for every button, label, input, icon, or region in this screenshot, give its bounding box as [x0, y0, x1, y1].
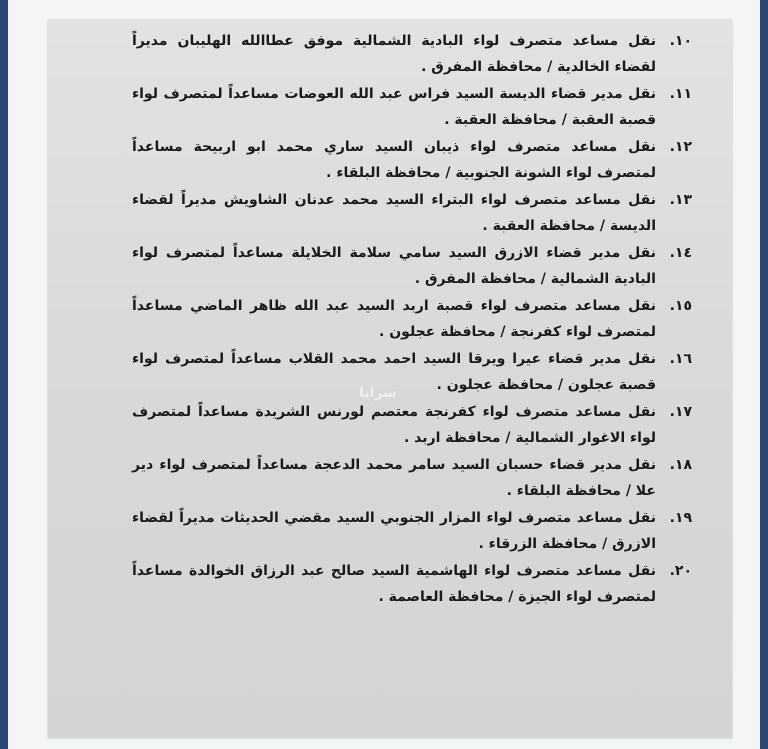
item-number: ١٦.: [669, 351, 692, 367]
item-number: ١٠.: [669, 33, 692, 49]
list-item: [132, 293, 692, 345]
list-item: [132, 346, 692, 398]
item-number: ١٩.: [669, 510, 692, 526]
list-item: [132, 134, 692, 186]
item-number: ٢٠.: [669, 563, 692, 579]
item-text: نقل مدير قضاء الازرق السيد سامي سلامة الخلايلة مساعداً لمتصرف لواء البادية الشمالية / محافظة المفرق .: [132, 245, 656, 287]
list-item: [132, 81, 692, 133]
list-item: [132, 558, 692, 610]
list-item: [132, 505, 692, 557]
item-text: نقل مساعد متصرف لواء قصبة اربد السيد عبد الله ظاهر الماضي مساعداً لمتصرف لواء كفرنجة / محافظة عجلون .: [132, 298, 656, 340]
item-number: ١٧.: [669, 404, 692, 420]
list-item: [132, 399, 692, 451]
item-text: نقل مدير قضاء الديسة السيد فراس عبد الله العوضات مساعداً لمتصرف لواء قصبة العقبة / محافظة العقبة .: [132, 86, 656, 128]
list-item: [132, 240, 692, 292]
item-number: ١٤.: [669, 245, 692, 261]
watermark-logo: سرايا: [359, 385, 397, 401]
item-number: ١٥.: [669, 298, 692, 314]
list-item: [132, 452, 692, 504]
item-text: نقل مدير قضاء عيرا ويرقا السيد احمد محمد القلاب مساعداً لمتصرف لواء قصبة عجلون / محافظة عجلون .: [132, 351, 656, 393]
item-text: نقل مدير قضاء حسبان السيد سامر محمد الدعجة مساعداً لمتصرف لواء دير علا / محافظة البلقاء .: [132, 457, 656, 499]
list-item: [132, 187, 692, 239]
item-number: ١٢.: [669, 139, 692, 155]
item-text: نقل مساعد متصرف لواء كفرنجة معتصم لورنس الشريدة مساعداً لمتصرف لواء الاغوار الشمالية / محافظة اربد .: [132, 404, 656, 446]
item-number: ١٨.: [669, 457, 692, 473]
item-text: نقل مساعد متصرف لواء ذيبان السيد ساري محمد ابو اربيحة مساعداً لمتصرف لواء الشونة الجنوبية / محافظة البلقاء .: [132, 139, 656, 181]
transfer-decisions-list: [132, 28, 692, 611]
item-text: نقل مساعد متصرف لواء البتراء السيد محمد عدنان الشاويش مديراً لقضاء الديسة / محافظة العقبة .: [132, 192, 656, 234]
item-text: نقل مساعد متصرف لواء البادية الشمالية موفق عطاالله الهليبان مديراً لقضاء الخالدية / محافظة المفرق .: [132, 33, 656, 75]
item-number: ١١.: [669, 86, 692, 102]
item-text: نقل مساعد متصرف لواء الهاشمية السيد صالح عبد الرزاق الخوالدة مساعداً لمتصرف لواء الجيزة / محافظة العاصمة .: [132, 563, 656, 605]
document-photo: [48, 20, 732, 738]
item-text: نقل مساعد متصرف لواء المزار الجنوبي السيد مقضي الحديثات مديراً لقضاء الازرق / محافظة الزرقاء .: [132, 510, 656, 552]
item-number: ١٣.: [669, 192, 692, 208]
image-card: [8, 0, 760, 749]
list-item: [132, 28, 692, 80]
